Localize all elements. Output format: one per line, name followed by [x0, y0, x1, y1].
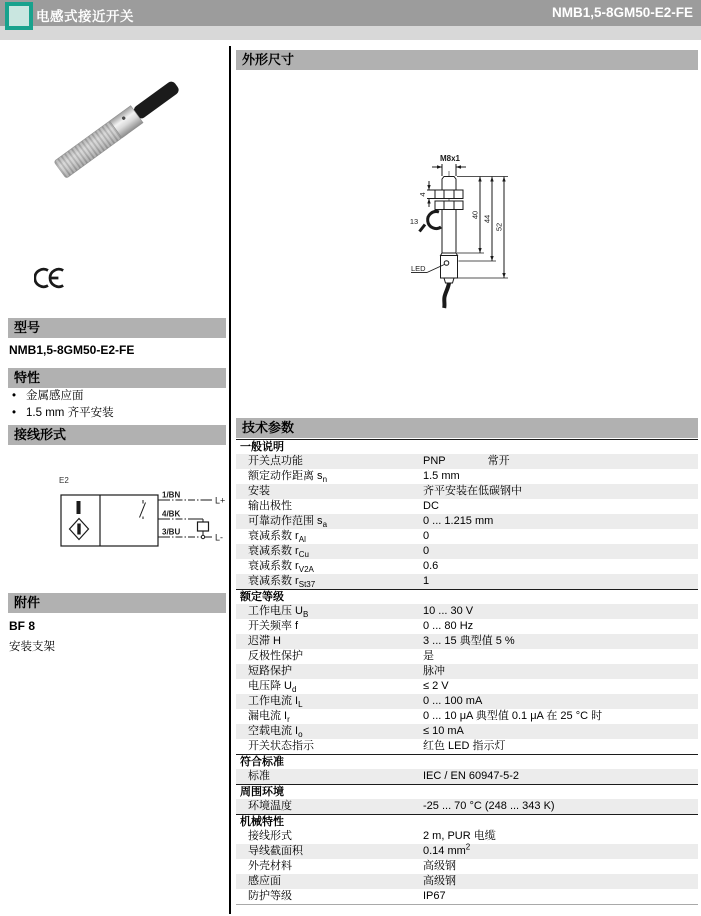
row-value: 0 [423, 545, 430, 557]
row-label-subscript: n [322, 475, 328, 485]
table-row [236, 574, 698, 589]
row-value: 1 [423, 575, 430, 587]
wrench-size-label: 13 [409, 217, 419, 226]
thread-size-label: M8x1 [439, 154, 461, 163]
table-row [236, 799, 698, 814]
row-label: 输出极性 [248, 500, 292, 512]
row-value: 是 [423, 650, 434, 662]
row-label: 短路保护 [248, 665, 292, 677]
wiring-diagram [55, 472, 230, 558]
led-indicator-mark [444, 261, 449, 266]
tech-table [236, 439, 698, 905]
row-value: 高级钢 [423, 875, 456, 887]
row-label: 电压降 $U_d$ [248, 680, 297, 695]
row-label: 标准 [248, 770, 270, 782]
row-label: 安装 [248, 485, 270, 497]
brand-square-icon [5, 2, 33, 30]
row-label: 反极性保护 [248, 650, 303, 662]
table-row [236, 499, 698, 514]
table-row [236, 739, 698, 754]
row-value: 0 ... 10 μA 典型值 0.1 μA 在 25 °C 时 [423, 710, 603, 722]
header-part-number: NMB1,5-8GM50-E2-FE [551, 5, 693, 20]
row-value: IEC / EN 60947-5-2 [423, 770, 519, 782]
row-label: 开关状态指示 [248, 740, 314, 752]
sensor-housing-outline [441, 256, 458, 279]
row-label-subscript: B [303, 610, 309, 620]
accessory-name: BF 8 [9, 619, 36, 633]
row-label-subscript: Cu [298, 550, 309, 560]
row-label-subscript: o [298, 730, 303, 740]
table-row [236, 454, 698, 469]
row-value: DC [423, 500, 439, 512]
section-header-accessories: 附件 [8, 593, 226, 613]
row-value: ≤ 2 V [423, 680, 449, 692]
wrench-icon [428, 212, 441, 229]
row-value: 0 ... 1.215 mm [423, 515, 494, 527]
table-row [236, 844, 698, 859]
terminal-label-bu: 3/BU [162, 527, 181, 537]
terminal-label-bn: 1/BN [162, 490, 181, 500]
table-section-header: 机械特性 [236, 814, 698, 829]
section-header-dimensions: 外形尺寸 [236, 50, 698, 70]
terminal-label-bk: 4/BK [162, 509, 181, 519]
product-photo [48, 68, 198, 188]
row-label: 导线截面积 [248, 845, 303, 857]
row-value: 0.14 $mm^2$ [423, 842, 471, 857]
right-column [236, 40, 698, 914]
row-label: 防护等级 [248, 890, 292, 902]
row-label: 工作电流 $I_L$ [248, 695, 303, 710]
page-title: 电感式接近开关 [36, 9, 134, 24]
row-value: 2 m, PUR 电缆 [423, 830, 496, 842]
table-row [236, 619, 698, 634]
table-row [236, 469, 698, 484]
sensor-body-outline [442, 210, 456, 254]
table-row [236, 544, 698, 559]
table-row [236, 769, 698, 784]
row-value: 0 ... 100 mA [423, 695, 483, 707]
hex-nut-1 [435, 190, 463, 199]
table-row [236, 709, 698, 724]
row-value-superscript: 2 [465, 842, 471, 852]
sensor-symbol-bar [77, 501, 81, 514]
accessory-description: 安装支架 [9, 641, 55, 653]
rail-label-lminus: L- [215, 532, 224, 543]
dim-52-label: 52 [494, 222, 504, 232]
section-header-wiring: 接线形式 [8, 425, 226, 445]
row-value: 0 [423, 530, 430, 542]
row-label: 环境温度 [248, 800, 292, 812]
row-label: 额定动作距离 $s_n$ [248, 470, 328, 485]
feature-item: • 金属感应面 [9, 388, 114, 405]
row-value: 3 ... 15 典型值 5 % [423, 635, 515, 647]
table-row [236, 649, 698, 664]
table-row [236, 664, 698, 679]
row-label: 空载电流 $I_o$ [248, 725, 303, 740]
sensor-thread-shading [54, 120, 123, 178]
nut-height-label: 4 [418, 192, 427, 197]
wire-node [201, 535, 204, 538]
row-label: 感应面 [248, 875, 281, 887]
dimension-drawing [398, 143, 518, 311]
row-label: 开关频率 f [248, 620, 299, 632]
row-label: 接线形式 [248, 830, 292, 842]
row-value: PNP 常开 [423, 455, 510, 467]
table-row [236, 484, 698, 499]
section-header-features: 特性 [8, 368, 226, 388]
row-label: 工作电压 $U_B$ [248, 605, 309, 620]
row-value-secondary: 常开 [487, 455, 510, 467]
wiring-diagram-label: E2 [59, 476, 69, 485]
dim-44-label: 44 [482, 214, 492, 224]
row-value: ≤ 10 mA [423, 725, 464, 737]
table-row [236, 679, 698, 694]
table-row [236, 559, 698, 574]
row-value: 高级钢 [423, 860, 456, 872]
row-label: 衰减系数 $r_{St37}$ [248, 575, 316, 590]
switch-contact-symbol [140, 500, 146, 519]
table-row [236, 694, 698, 709]
table-row [236, 889, 698, 904]
table-row [236, 634, 698, 649]
table-section-header: 周围环境 [236, 784, 698, 799]
row-label-subscript: a [322, 520, 328, 530]
row-label-subscript: Al [298, 535, 306, 545]
table-section-header: 符合标准 [236, 754, 698, 769]
table-row [236, 529, 698, 544]
page-header [0, 0, 701, 26]
section-header-model: 型号 [8, 318, 226, 338]
table-row [236, 604, 698, 619]
hex-nut-2 [435, 201, 463, 210]
rail-label-lplus: L+ [215, 495, 226, 506]
row-label: 衰减系数 $r_{V2A}$ [248, 560, 314, 575]
row-label: 衰减系数 $r_{Al}$ [248, 530, 306, 545]
ce-mark-icon [34, 266, 66, 290]
left-column [8, 40, 226, 914]
dim-40-label: 40 [470, 210, 480, 220]
row-label: 漏电流 $I_r$ [248, 710, 290, 725]
row-value: 1.5 mm [423, 470, 460, 482]
row-label-subscript: r [287, 715, 290, 725]
features-list [9, 388, 114, 422]
row-label: 迟滞 H [248, 635, 281, 647]
row-label-subscript: St37 [298, 580, 316, 590]
row-value: 0.6 [423, 560, 439, 572]
led-label: LED [411, 264, 426, 273]
row-label-subscript: L [298, 700, 303, 710]
table-row [236, 724, 698, 739]
table-row [236, 514, 698, 529]
row-value: 0 ... 80 Hz [423, 620, 474, 632]
table-row [236, 859, 698, 874]
row-value: -25 ... 70 °C (248 ... 343 K) [423, 800, 555, 812]
sensor-cable [132, 80, 181, 121]
row-value: 红色 LED 指示灯 [423, 740, 506, 752]
row-label: 开关点功能 [248, 455, 303, 467]
model-number: NMB1,5-8GM50-E2-FE [9, 343, 135, 357]
row-label: 衰减系数 $r_{Cu}$ [248, 545, 309, 560]
feature-item: • 1.5 mm 齐平安装 [9, 405, 114, 422]
row-value: 齐平安装在低碳钢中 [423, 485, 522, 497]
load-symbol [198, 522, 209, 531]
row-value: IP67 [423, 890, 446, 902]
row-label-subscript: V2A [298, 565, 314, 575]
section-header-technical-data: 技术参数 [236, 418, 698, 438]
header-sub-strip [0, 26, 701, 40]
diamond-inner-bar [77, 524, 80, 535]
row-value: 脉冲 [423, 665, 445, 677]
table-row [236, 874, 698, 889]
table-section-header: 额定等级 [236, 589, 698, 604]
cable-outline [444, 283, 449, 308]
table-section-header: 一般说明 [236, 439, 698, 454]
row-label: 外壳材料 [248, 860, 292, 872]
row-value: 10 ... 30 V [423, 605, 474, 617]
row-label-subscript: d [292, 685, 297, 695]
row-label: 可靠动作范围 $s_a$ [248, 515, 328, 530]
